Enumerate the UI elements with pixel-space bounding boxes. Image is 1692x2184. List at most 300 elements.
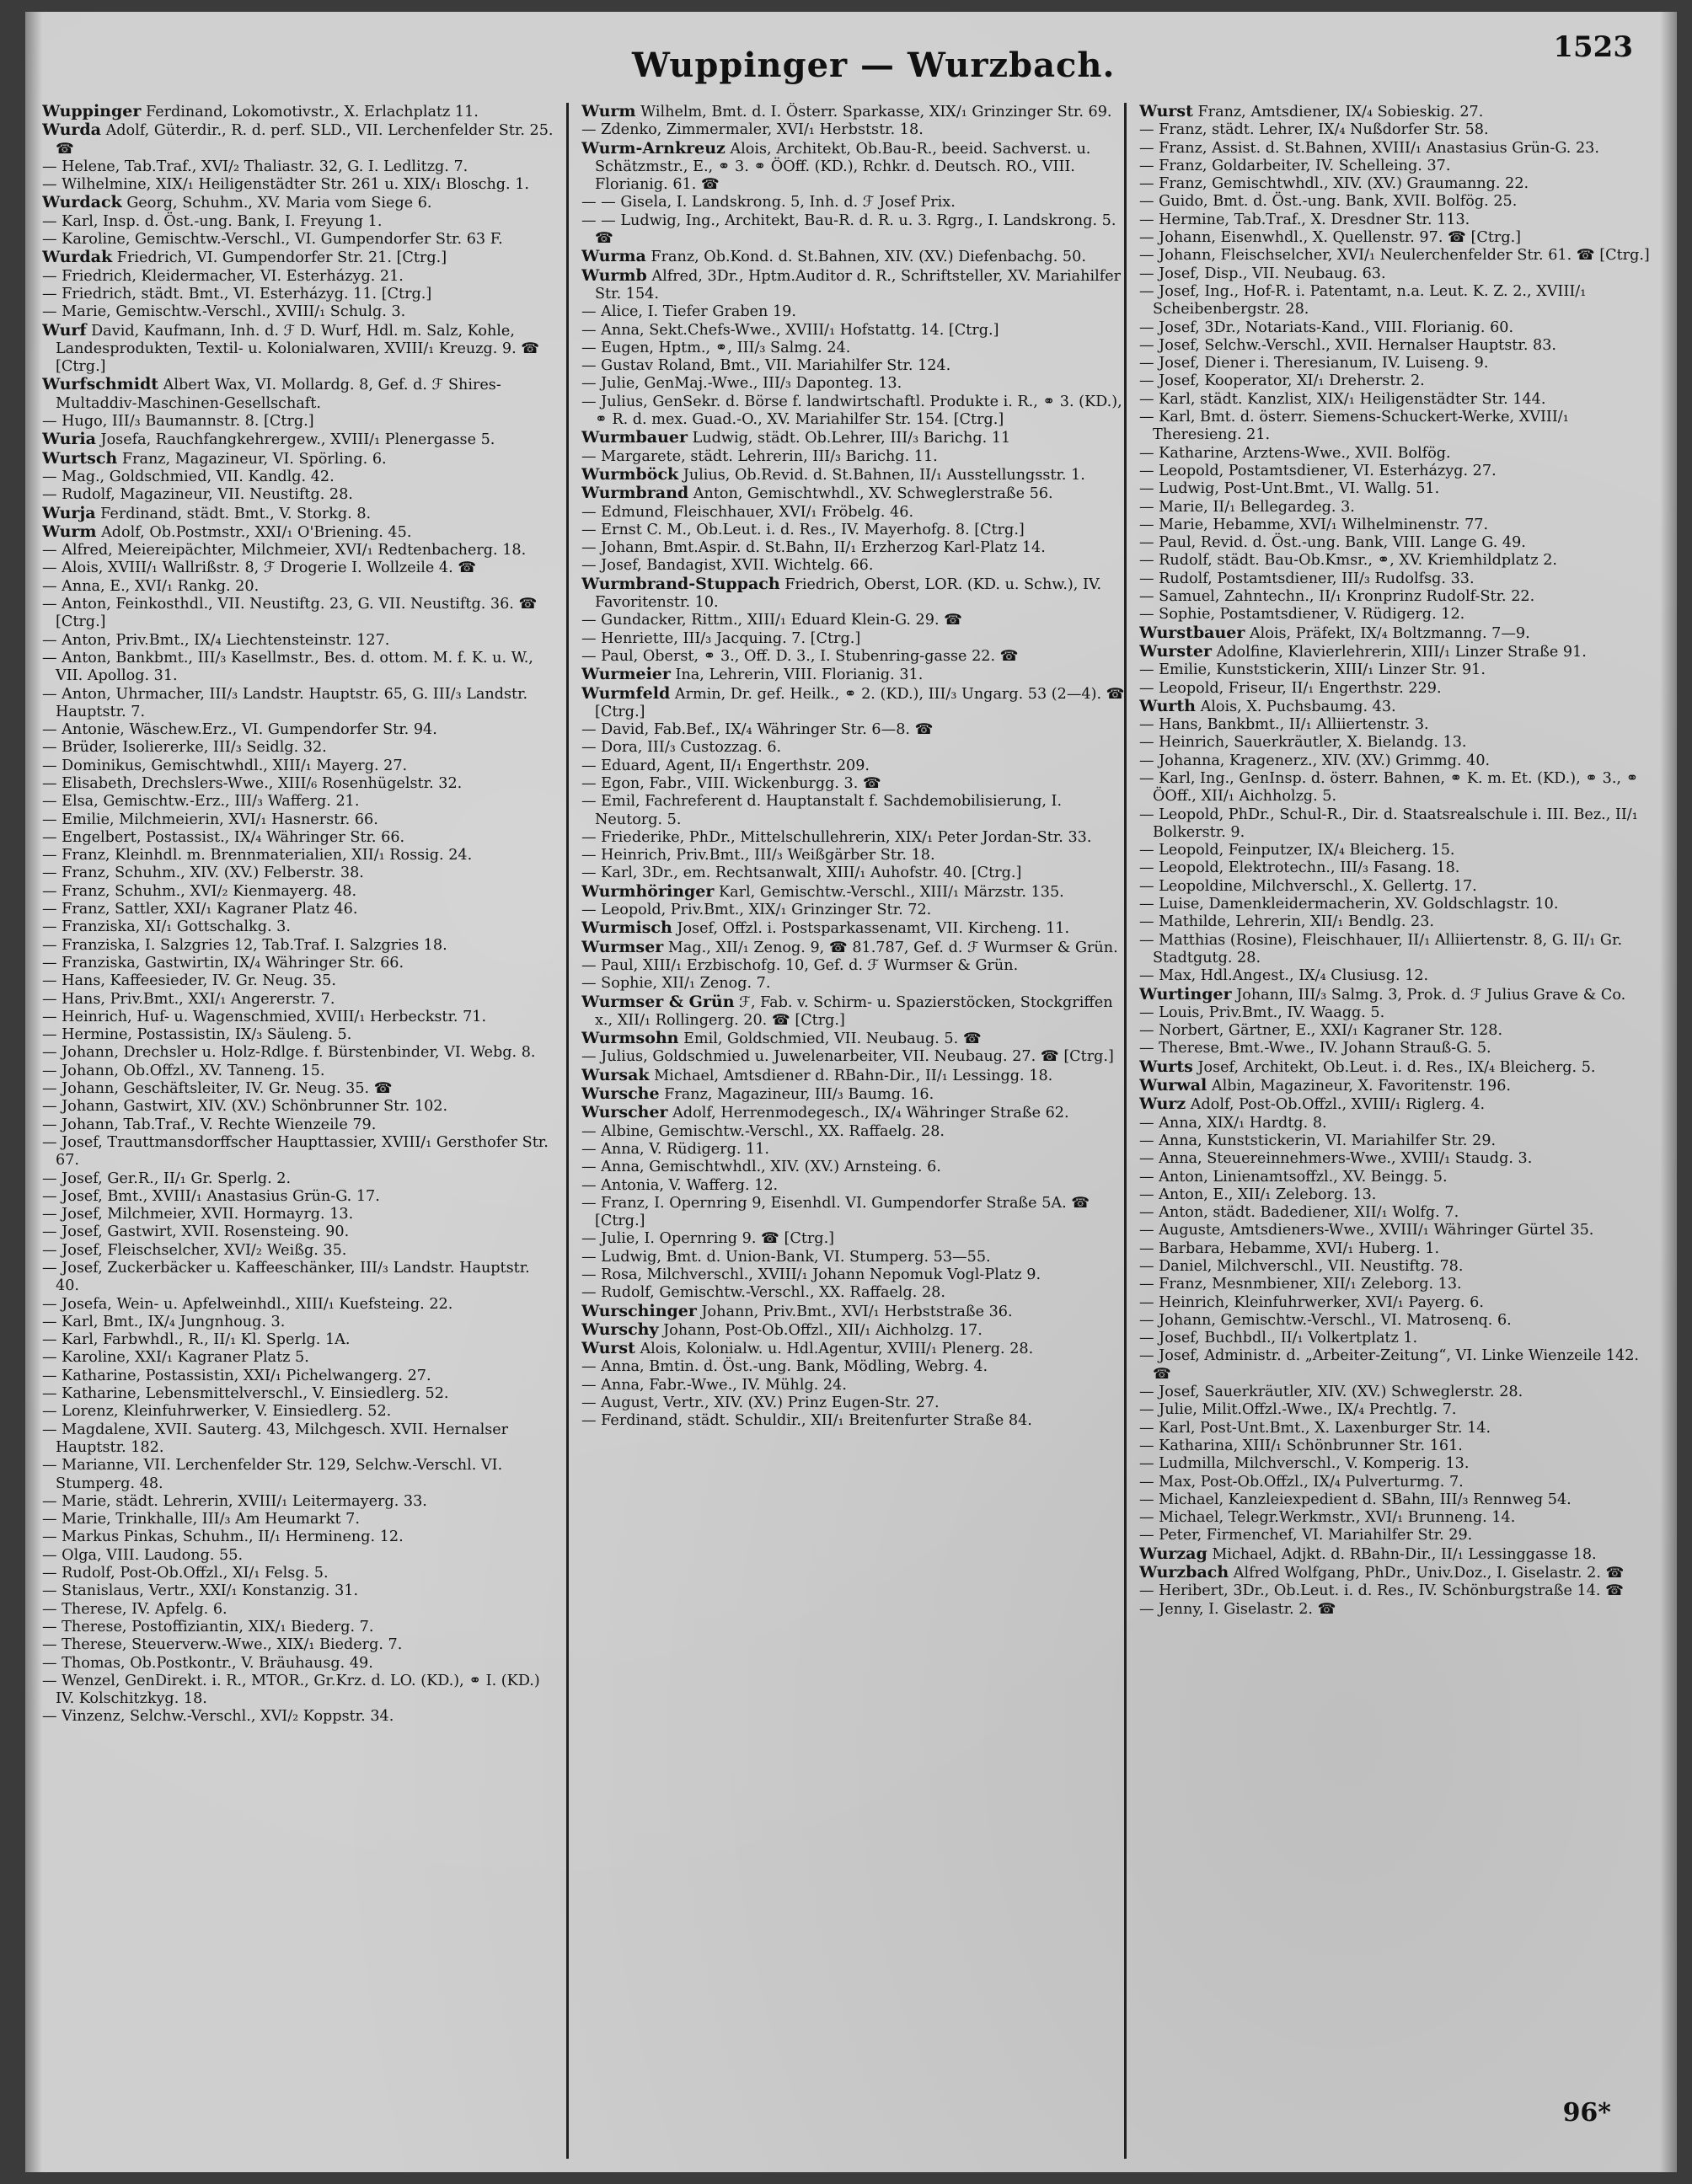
entry-text: — Leopold, Postamtsdiener, VI. Esterházyg. 27. — [1139, 462, 1497, 479]
directory-entry — [581, 357, 1129, 375]
entry-text: — Anna, Steuereinnehmers-Wwe., XVIII/₁ Staudg. 3. — [1139, 1150, 1533, 1168]
directory-entry — [42, 1044, 554, 1062]
directory-entry — [42, 1134, 554, 1170]
entry-text: — Zdenko, Zimmermaler, XVI/₁ Herbststr. 18. — [581, 121, 924, 139]
directory-entry — [1139, 1420, 1655, 1437]
directory-entry — [581, 883, 1129, 902]
entry-text: Michael, Amtsdiener d. RBahn-Dir., II/₁ Lessingg. 18. — [654, 1067, 1053, 1084]
directory-entry — [42, 268, 554, 286]
directory-entry — [42, 1206, 554, 1223]
directory-entry — [42, 650, 554, 686]
directory-entry — [1139, 624, 1655, 643]
directory-entry — [1139, 1186, 1655, 1204]
entry-surname: Wurm-Arnkreuz — [581, 138, 726, 158]
directory-entry — [1139, 463, 1655, 480]
directory-entry — [1139, 752, 1655, 770]
directory-entry — [1139, 499, 1655, 517]
entry-text: — Henriette, III/₃ Jacquing. 7. [Ctrg.] — [581, 629, 861, 647]
directory-entry — [1139, 158, 1655, 175]
directory-entry — [1139, 445, 1655, 463]
entry-text: — Leopold, Elektrotechn., III/₃ Fasang. 18. — [1139, 859, 1460, 877]
entry-text: — Margarete, städt. Lehrerin, III/₃ Barichg. 11. — [581, 447, 938, 465]
directory-entry — [581, 1104, 1129, 1122]
entry-surname: Wurdak — [42, 248, 113, 267]
entry-text: — Johann, Tab.Traf., V. Rechte Wienzeile 79. — [42, 1116, 377, 1133]
directory-entry — [1139, 211, 1655, 229]
entry-text: — Josef, Diener i. Theresianum, IV. Luiseng. 9. — [1139, 355, 1489, 372]
directory-entry — [1139, 1564, 1655, 1582]
directory-entry — [581, 322, 1129, 340]
entry-text: — Franziska, Gastwirtin, IX/₄ Währinger Str. 66. — [42, 954, 404, 972]
entry-text: — Egon, Fabr., VIII. Wickenburgg. 3. ☎ — [581, 774, 881, 792]
entry-surname: Wurm — [42, 522, 97, 541]
entry-surname: Wurmsohn — [581, 1029, 679, 1048]
entry-text: — Eduard, Agent, II/₁ Engerthstr. 209. — [581, 757, 870, 774]
entry-text: — Magdalene, XVII. Sauterg. 43, Milchgesch. XVII. Hernalser Hauptstr. 182. — [42, 1421, 509, 1456]
directory-entry — [1139, 842, 1655, 859]
entry-text: Ludwig, städt. Ob.Lehrer, III/₃ Barichg. 11 — [692, 430, 1011, 447]
column-3 — [1139, 103, 1655, 2159]
directory-entry — [42, 972, 554, 990]
entry-text: Albert Wax, VI. Mollardg. 8, Gef. d. ℱ Shires-Multaddiv-Maschinen-Gesellschaft. — [56, 377, 501, 412]
directory-entry — [1139, 1004, 1655, 1022]
entry-text: — Karl, Ing., GenInsp. d. österr. Bahnen, ⚭ K. m. Et. (KD.), ⚭ 3., ⚭ ÖOff., XII/₁ Aichholzg. 5. — [1139, 769, 1639, 806]
entry-text: — Marie, II/₁ Bellegardeg. 3. — [1139, 498, 1355, 516]
directory-entry — [42, 1368, 554, 1385]
entry-text: Julius, Ob.Revid. d. St.Bahnen, II/₁ Ausstellungsstr. 1. — [683, 466, 1085, 484]
entry-surname: Wurmbrand — [581, 484, 689, 503]
entry-text: — Olga, VIII. Laudong. 55. — [42, 1546, 244, 1564]
directory-entry — [1139, 570, 1655, 588]
entry-text: — Norbert, Gärtner, E., XXI/₁ Kagraner Str. 128. — [1139, 1022, 1503, 1040]
directory-entry — [42, 431, 554, 449]
directory-entry — [1139, 140, 1655, 158]
entry-text: — Paul, XIII/₁ Erzbischofg. 10, Gef. d. ℱ Wurmser & Grün. — [581, 956, 1019, 974]
directory-entry — [42, 322, 554, 377]
directory-entry — [1139, 355, 1655, 372]
directory-entry — [581, 1030, 1129, 1048]
entry-text: — Josef, Trauttmansdorffscher Haupttassier, XVIII/₁ Gersthofer Str. 67. — [42, 1133, 549, 1170]
entry-text: — Anna, Gemischtwhdl., XIV. (XV.) Arnsteing. 6. — [581, 1159, 941, 1176]
entry-text: — Matthias (Rosine), Fleischhauer, II/₁ Alliiertenstr. 8, G. II/₁ Gr. Stadtgutg. 28. — [1139, 931, 1623, 966]
directory-entry — [1139, 1240, 1655, 1258]
directory-entry — [42, 1582, 554, 1600]
directory-entry — [581, 194, 1129, 211]
directory-entry — [581, 448, 1129, 466]
directory-entry — [1139, 480, 1655, 498]
entry-text: — Karl, Post-Unt.Bmt., X. Laxenburger Str. 14. — [1139, 1419, 1491, 1437]
directory-entry — [1139, 1095, 1655, 1114]
entry-text: — Josef, Administr. d. „Arbeiter-Zeitung“, VI. Linke Wienzeile 142. ☎ — [1139, 1347, 1639, 1383]
entry-text: — Alice, I. Tiefer Graben 19. — [581, 303, 796, 321]
directory-entry — [42, 1385, 554, 1403]
directory-entry — [42, 1314, 554, 1331]
directory-entry — [1139, 770, 1655, 806]
entry-text: — Johann, Eisenwhdl., X. Quellenstr. 97. ☎ [Ctrg.] — [1139, 229, 1522, 247]
entry-text: — Therese, Postoffiziantin, XIX/₁ Biederg. 7. — [42, 1618, 374, 1635]
directory-entry — [1139, 1437, 1655, 1455]
directory-entry — [42, 1636, 554, 1654]
entry-text: — Johann, Gemischtw.-Verschl., VI. Matrosenq. 6. — [1139, 1311, 1512, 1329]
entry-text: — Anton, städt. Badediener, XII/₁ Wolfg. 7. — [1139, 1204, 1459, 1222]
directory-entry — [581, 429, 1129, 447]
directory-entry — [1139, 1455, 1655, 1473]
directory-entry — [42, 559, 554, 577]
entry-text: — Anton, Feinkosthdl., VII. Neustiftg. 23, G. VII. Neustiftg. 36. ☎ [Ctrg.] — [42, 596, 538, 631]
entry-text: — Elsa, Gemischtw.-Erz., III/₃ Wafferg. 21. — [42, 793, 360, 811]
entry-text: — Wenzel, GenDirekt. i. R., MTOR., Gr.Krz. d. LO. (KD.), ⚭ I. (KD.) IV. Kolschitzkyg. 18. — [42, 1672, 540, 1708]
entry-text: Adolf, Herrenmodegesch., IX/₄ Währinger Straße 62. — [672, 1105, 1069, 1122]
directory-entry — [1139, 588, 1655, 606]
entry-text: Franz, Amtsdiener, IX/₄ Sobieskig. 27. — [1197, 104, 1484, 120]
directory-entry — [1139, 121, 1655, 139]
entry-text: — Karl, Bmt., IX/₄ Jungnhoug. 3. — [42, 1313, 286, 1330]
entry-surname: Wursak — [581, 1065, 650, 1084]
entry-text: Michael, Adjkt. d. RBahn-Dir., II/₁ Lessinggasse 18. — [1212, 1545, 1597, 1563]
entry-text: Johann, Post-Ob.Offzl., XII/₁ Aichholzg. 17. — [663, 1321, 983, 1339]
directory-entry — [581, 630, 1129, 648]
directory-entry — [42, 1601, 554, 1619]
directory-entry — [1139, 1058, 1655, 1077]
entry-surname: Wurda — [42, 120, 101, 140]
directory-entry — [581, 847, 1129, 864]
entry-text: Ferdinand, Lokomotivstr., X. Erlachplatz 11. — [145, 104, 479, 120]
entry-text: — Heinrich, Huf- u. Wagenschmied, XVIII/₁ Herbeckstr. 71. — [42, 1008, 487, 1025]
directory-entry — [581, 1123, 1129, 1141]
directory-entry — [1139, 391, 1655, 409]
directory-entry — [42, 450, 554, 468]
entry-text: — Vinzenz, Selchw.-Verschl., XVI/₂ Koppstr. 34. — [42, 1708, 394, 1726]
entry-text: — Franziska, I. Salzgries 12, Tab.Traf. I. Salzgries 18. — [42, 936, 447, 954]
directory-entry — [581, 975, 1129, 993]
directory-entry — [1139, 1294, 1655, 1312]
entry-text: — Johann, Bmt.Aspir. d. St.Bahn, II/₁ Erzherzog Karl-Platz 14. — [581, 539, 1046, 557]
directory-entry — [1139, 1347, 1655, 1384]
directory-entry — [1139, 680, 1655, 698]
directory-entry — [1139, 1312, 1655, 1330]
entry-text: — Franz, Assist. d. St.Bahnen, XVIII/₁ Anastasius Grün-G. 23. — [1139, 139, 1599, 157]
entry-surname: Wurzag — [1139, 1544, 1207, 1563]
entry-text: — Josef, Buchbdl., II/₁ Volkertplatz 1. — [1139, 1330, 1418, 1347]
directory-entry — [1139, 337, 1655, 355]
entry-text: — Engelbert, Postassist., IX/₄ Währinger Str. 66. — [42, 828, 405, 846]
entry-surname: Wurz — [1139, 1095, 1186, 1114]
directory-entry — [581, 1358, 1129, 1376]
entry-surname: Wurmfeld — [581, 683, 671, 703]
entry-text: Franz, Magazineur, III/₃ Baumg. 16. — [664, 1086, 934, 1104]
entry-text: — Hans, Priv.Bmt., XXI/₁ Angererstr. 7. — [42, 990, 335, 1008]
entry-text: — Dora, III/₃ Custozzag. 6. — [581, 739, 782, 757]
entry-text: — Alois, XVIII/₁ Wallrißstr. 8, ℱ Drogerie I. Wollzeile 4. ☎ — [42, 559, 477, 577]
entry-text: — Gundacker, Rittm., XIII/₁ Eduard Klein-G. 29. ☎ — [581, 612, 963, 629]
entry-surname: Wurma — [581, 247, 646, 266]
entry-text: — Marie, Gemischtw.-Verschl., XVIII/₁ Schulg. 3. — [42, 303, 406, 321]
entry-text: — Heinrich, Priv.Bmt., III/₃ Weißgärber Str. 18. — [581, 847, 935, 864]
entry-text: — Mathilde, Lehrerin, XII/₁ Bendlg. 23. — [1139, 913, 1434, 931]
directory-entry — [1139, 1258, 1655, 1276]
entry-text: — Karoline, XXI/₁ Kagraner Platz 5. — [42, 1349, 309, 1367]
entry-text: — Johann, Gastwirt, XIV. (XV.) Schönbrunner Str. 102. — [42, 1098, 448, 1116]
directory-entry — [42, 486, 554, 504]
entry-text: — Ludmilla, Milchverschl., V. Komperig. 13. — [1139, 1455, 1470, 1473]
directory-entry — [581, 739, 1129, 757]
entry-text: — August, Vertr., XIV. (XV.) Prinz Eugen-Str. 27. — [581, 1394, 940, 1412]
directory-entry — [581, 829, 1129, 847]
entry-text: — Hermine, Tab.Traf., X. Dresdner Str. 113. — [1139, 211, 1470, 228]
entry-text: — Josef, Kooperator, XI/₁ Dreherstr. 2. — [1139, 372, 1425, 390]
entry-surname: Wurfschmidt — [42, 375, 159, 394]
directory-entry — [581, 1303, 1129, 1321]
entry-surname: Wurmböck — [581, 464, 679, 484]
entry-text: — Josef, Ger.R., II/₁ Gr. Sperlg. 2. — [42, 1170, 292, 1187]
entry-text: — Ernst C. M., Ob.Leut. i. d. Res., IV. Mayerhofg. 8. [Ctrg.] — [581, 521, 1025, 538]
directory-entry — [1139, 175, 1655, 193]
entry-text: Adolf, Post-Ob.Offzl., XVIII/₁ Riglerg. 4. — [1190, 1096, 1486, 1114]
page-number: 1523 — [1553, 30, 1633, 64]
entry-surname: Wurstbauer — [1139, 623, 1245, 642]
directory-entry — [42, 991, 554, 1009]
entry-text: — Thomas, Ob.Postkontr., V. Bräuhausg. 49. — [42, 1654, 373, 1672]
directory-entry — [581, 484, 1129, 503]
directory-entry — [581, 103, 1129, 121]
directory-entry — [42, 103, 554, 121]
entry-text: — Emil, Fachreferent d. Hauptanstalt f. Sachdemobilisierung, I. Neutorg. 5. — [581, 793, 1063, 828]
directory-entry — [581, 939, 1129, 957]
entry-text: — Anton, Bankbmt., III/₃ Kasellmstr., Bes. d. ottom. M. f. K. u. W., VII. Apollog. 31. — [42, 649, 533, 685]
entry-text: — Elisabeth, Drechslers-Wwe., XIII/₆ Rosenhügelstr. 32. — [42, 774, 463, 792]
entry-text: — Emilie, Kunststickerin, XIII/₁ Linzer Str. 91. — [1139, 661, 1486, 679]
entry-surname: Wurdack — [42, 193, 122, 212]
directory-entry — [1139, 409, 1655, 445]
entry-text: — Katharine, Arztens-Wwe., XVII. Bolfög. — [1139, 444, 1451, 462]
directory-entry — [1139, 661, 1655, 679]
directory-entry — [581, 557, 1129, 575]
directory-entry — [42, 1528, 554, 1546]
entry-text: — Leopold, PhDr., Schul-R., Dir. d. Staatsrealschule i. III. Bez., II/₁ Bolkerstr. 9. — [1139, 806, 1638, 841]
entry-text: — Josef, Bmt., XVIII/₁ Anastasius Grün-G. 17. — [42, 1187, 380, 1205]
entry-surname: Wuria — [42, 430, 96, 449]
directory-entry — [1139, 372, 1655, 390]
entry-text: — Leopold, Feinputzer, IX/₄ Bleicherg. 15. — [1139, 842, 1455, 859]
directory-entry — [1139, 606, 1655, 624]
directory-entry — [1139, 913, 1655, 931]
entry-text: — Karoline, Gemischtw.-Verschl., VI. Gumpendorfer Str. 63 F. — [42, 231, 503, 249]
entry-text: — Edmund, Fleischhauer, XVI/₁ Fröbelg. 46. — [581, 503, 914, 521]
directory-entry — [42, 1116, 554, 1134]
page-title: Wuppinger — Wurzbach. — [632, 46, 1116, 85]
directory-entry — [1139, 859, 1655, 877]
entry-text: Alois, Präfekt, IX/₄ Boltzmanng. 7—9. — [1249, 624, 1530, 642]
entry-text: Armin, Dr. gef. Heilk., ⚭ 2. (KD.), III/₃ Ungarg. 53 (2—4). ☎ [Ctrg.] — [595, 685, 1125, 720]
directory-entry — [42, 376, 554, 413]
entry-text: Josef, Architekt, Ob.Leut. i. d. Res., IX/₄ Bleicherg. 5. — [1197, 1058, 1596, 1076]
entry-text: — Josef, Gastwirt, XVII. Rosensteing. 90. — [42, 1223, 350, 1241]
directory-entry — [42, 303, 554, 321]
directory-entry — [42, 1170, 554, 1188]
entry-text: Emil, Goldschmied, VII. Neubaug. 5. ☎ — [683, 1030, 982, 1048]
directory-entry — [581, 1067, 1129, 1085]
directory-entry — [1139, 896, 1655, 913]
directory-entry — [1139, 1132, 1655, 1150]
signature-mark: 96* — [1562, 2098, 1611, 2128]
entry-text: — Ludwig, Bmt. d. Union-Bank, VI. Stumperg. 53—55. — [581, 1248, 991, 1266]
entry-text: — Rosa, Milchverschl., XVIII/₁ Johann Nepomuk Vogl-Platz 9. — [581, 1266, 1041, 1283]
directory-entry — [581, 393, 1129, 430]
directory-entry — [42, 1080, 554, 1098]
directory-entry — [581, 1249, 1129, 1266]
directory-entry — [1139, 734, 1655, 752]
directory-entry — [1139, 698, 1655, 716]
entry-text: — Ludwig, Post-Unt.Bmt., VI. Wallg. 51. — [1139, 480, 1440, 498]
entry-text: — Josef, Zuckerbäcker u. Kaffeeschänker, III/₃ Landstr. Hauptstr. 40. — [42, 1260, 530, 1295]
directory-entry — [42, 1296, 554, 1314]
entry-text: — Anna, Kunststickerin, VI. Mariahilfer Str. 29. — [1139, 1132, 1497, 1149]
entry-text: — Marianne, VII. Lerchenfelder Str. 129, Selchw.-Verschl. VI. Stumperg. 48. — [42, 1457, 503, 1492]
directory-entry — [1139, 552, 1655, 570]
entry-text: — Karl, Bmt. d. österr. Siemens-Schuckert-Werke, XVIII/₁ Theresieng. 21. — [1139, 409, 1569, 444]
entry-text: Mag., XII/₁ Zenog. 9, ☎ 81.787, Gef. d. ℱ Wurmser & Grün. — [667, 939, 1118, 956]
entry-surname: Wurwal — [1139, 1076, 1207, 1095]
entry-text: — Leopoldine, Milchverschl., X. Gellertg. 17. — [1139, 877, 1477, 895]
directory-entry — [1139, 319, 1655, 337]
directory-entry — [42, 721, 554, 739]
entry-text: — Eugen, Hptm., ⚭, III/₃ Salmg. 24. — [581, 339, 851, 356]
directory-entry — [1139, 1022, 1655, 1040]
directory-entry — [1139, 1601, 1655, 1619]
entry-text: — Rudolf, Gemischtw.-Verschl., XX. Raffaelg. 28. — [581, 1284, 945, 1302]
directory-entry — [1139, 103, 1655, 121]
entry-text: — Hugo, III/₃ Baumannstr. 8. [Ctrg.] — [42, 413, 314, 431]
directory-entry — [581, 140, 1129, 195]
entry-text: Friedrich, VI. Gumpendorfer Str. 21. [Ctrg.] — [116, 249, 447, 267]
directory-entry — [42, 413, 554, 431]
entry-text: Franz, Magazineur, VI. Spörling. 6. — [121, 450, 387, 468]
entry-text: — Julius, Goldschmied u. Juwelenarbeiter, VII. Neubaug. 27. ☎ [Ctrg.] — [581, 1048, 1114, 1066]
directory-entry — [42, 1655, 554, 1673]
directory-entry — [42, 505, 554, 523]
directory-entry — [42, 1547, 554, 1565]
entry-text: — Josef, Sauerkräutler, XIV. (XV.) Schweglerstr. 28. — [1139, 1384, 1523, 1401]
entry-text: — Josef, Bandagist, XVII. Wichtelg. 66. — [581, 557, 874, 575]
directory-entry — [42, 1098, 554, 1116]
directory-entry — [581, 775, 1129, 793]
entry-text: — Josef, Ing., Hof-R. i. Patentamt, n.a. Leut. K. Z. 2., XVIII/₁ Scheibenbergstr. 28. — [1139, 282, 1587, 318]
entry-text: Ferdinand, städt. Bmt., V. Storkg. 8. — [100, 505, 372, 522]
entry-text: — Brüder, Isoliererke, III/₃ Seidlg. 32. — [42, 739, 327, 757]
entry-surname: Wurja — [42, 503, 96, 522]
directory-entry — [42, 523, 554, 542]
column-1 — [42, 103, 554, 2159]
entry-text: — Stanislaus, Vertr., XXI/₁ Konstanzig. 31. — [42, 1582, 359, 1600]
directory-entry — [581, 864, 1129, 882]
directory-entry — [581, 1085, 1129, 1104]
directory-entry — [42, 1673, 554, 1709]
directory-entry — [1139, 1115, 1655, 1132]
entry-text: — Josefa, Wein- u. Apfelweinhdl., XIII/₁ Kuefsteing. 22. — [42, 1295, 453, 1313]
entry-text: — Barbara, Hebamme, XVI/₁ Huberg. 1. — [1139, 1239, 1440, 1257]
entry-text: Anton, Gemischtwhdl., XV. Schweglerstraße 56. — [693, 485, 1053, 503]
entry-text: — Franziska, XI/₁ Gottschalkg. 3. — [42, 918, 291, 936]
directory-entry — [1139, 1491, 1655, 1509]
directory-entry — [42, 955, 554, 972]
entry-text: — Sophie, Postamtsdiener, V. Rüdigerg. 12. — [1139, 606, 1465, 624]
entry-text: Alois, Kolonialw. u. Hdl.Agentur, XVIII/₁ Plenerg. 28. — [640, 1341, 1034, 1358]
page-edge-shadow-left — [25, 12, 42, 2172]
entry-surname: Wurst — [581, 1339, 635, 1358]
entry-surname: Wurschinger — [581, 1301, 697, 1320]
directory-entry — [581, 666, 1129, 684]
entry-text: Adolf, Ob.Postmstr., XXI/₁ O'Briening. 45. — [101, 523, 412, 541]
directory-entry — [1139, 932, 1655, 968]
entry-text: — Marie, Hebamme, XVI/₁ Wilhelminenstr. 77. — [1139, 516, 1489, 533]
entry-text: — Julius, GenSekr. d. Börse f. landwirtschaftl. Produkte i. R., ⚭ 3. (KD.), ⚭ R. d. mex. Guad.-O., XV. Mariahilfer Str. 154. [Ctrg.] — [581, 393, 1122, 429]
directory-entry — [581, 121, 1129, 139]
directory-entry — [581, 1412, 1129, 1430]
entry-text: — Mag., Goldschmied, VII. Kandlg. 42. — [42, 468, 335, 485]
column-2 — [581, 103, 1129, 2159]
entry-text: — Peter, Firmenchef, VI. Mariahilfer Str. 29. — [1139, 1527, 1473, 1544]
entry-text: — Katharine, Postassistin, XXI/₁ Pichelwangerg. 27. — [42, 1367, 431, 1384]
entry-surname: Wurmbauer — [581, 428, 688, 447]
directory-entry — [581, 539, 1129, 557]
entry-surname: Wurmb — [581, 265, 647, 285]
directory-entry — [42, 578, 554, 596]
entry-text: — Antonia, V. Wafferg. 12. — [581, 1176, 779, 1194]
directory-page — [25, 12, 1677, 2172]
entry-text: — Anton, Priv.Bmt., IX/₄ Liechtensteinstr. 127. — [42, 631, 390, 649]
entry-text: — Friederike, PhDr., Mittelschullehrerin, XIX/₁ Peter Jordan-Str. 33. — [581, 828, 1092, 846]
directory-entry — [42, 847, 554, 864]
directory-entry — [42, 1421, 554, 1458]
entry-text: — Josef, Disp., VII. Neubaug. 63. — [1139, 265, 1386, 282]
entry-text: — Antonie, Wäschew.Erz., VI. Gumpendorfer Str. 94. — [42, 721, 437, 739]
directory-entry — [581, 1284, 1129, 1302]
entry-text: — Karl, städt. Kanzlist, XIX/₁ Heiligenstädter Str. 144. — [1139, 390, 1546, 408]
directory-entry — [1139, 193, 1655, 211]
entry-text: — Lorenz, Kleinfuhrwerker, V. Einsiedlerg. 52. — [42, 1403, 392, 1421]
entry-text: — Daniel, Milchverschl., VII. Neustiftg. 78. — [1139, 1258, 1464, 1275]
entry-text: — Max, Post-Ob.Offzl., IX/₄ Pulverturmg. 7. — [1139, 1473, 1464, 1491]
entry-text: — Heribert, 3Dr., Ob.Leut. i. d. Res., IV. Schönburgstraße 14. ☎ — [1139, 1582, 1624, 1600]
entry-text: — Anna, V. Rüdigerg. 11. — [581, 1140, 770, 1158]
directory-entry — [581, 1340, 1129, 1358]
entry-text: Wilhelm, Bmt. d. I. Österr. Sparkasse, XIX/₁ Grinzinger Str. 69. — [640, 104, 1112, 120]
directory-entry — [1139, 643, 1655, 661]
entry-text: — Josef, Fleischselcher, XVI/₂ Weißg. 35. — [42, 1241, 347, 1259]
entry-text: — David, Fab.Bef., IX/₄ Währinger Str. 6—8. ☎ — [581, 721, 934, 739]
entry-surname: Wurscher — [581, 1103, 668, 1122]
directory-entry — [1139, 1276, 1655, 1293]
directory-entry — [42, 1403, 554, 1421]
entry-surname: Wurster — [1139, 641, 1212, 661]
directory-entry — [42, 793, 554, 811]
directory-entry — [42, 542, 554, 559]
entry-text: — — Ludwig, Ing., Architekt, Bau-R. d. R. u. 3. Rgrg., I. Landskrong. 5. ☎ — [581, 211, 1116, 248]
directory-entry — [1139, 1384, 1655, 1401]
column-rule-1 — [566, 103, 569, 2159]
directory-entry — [1139, 716, 1655, 734]
directory-entry — [1139, 247, 1655, 265]
entry-text: Alfred, 3Dr., Hptm.Auditor d. R., Schriftsteller, XV. Mariahilfer Str. 154. — [595, 267, 1122, 302]
entry-text: — Sophie, XII/₁ Zenog. 7. — [581, 975, 771, 993]
directory-entry — [42, 1009, 554, 1026]
entry-text: — Anton, Linienamtsoffzl., XV. Beingg. 5. — [1139, 1168, 1448, 1186]
directory-entry — [42, 686, 554, 722]
directory-entry — [42, 1349, 554, 1367]
directory-entry — [42, 1242, 554, 1260]
entry-text: — Rudolf, städt. Bau-Ob.Kmsr., ⚭, XV. Kriemhildplatz 2. — [1139, 552, 1557, 570]
directory-entry — [42, 918, 554, 936]
